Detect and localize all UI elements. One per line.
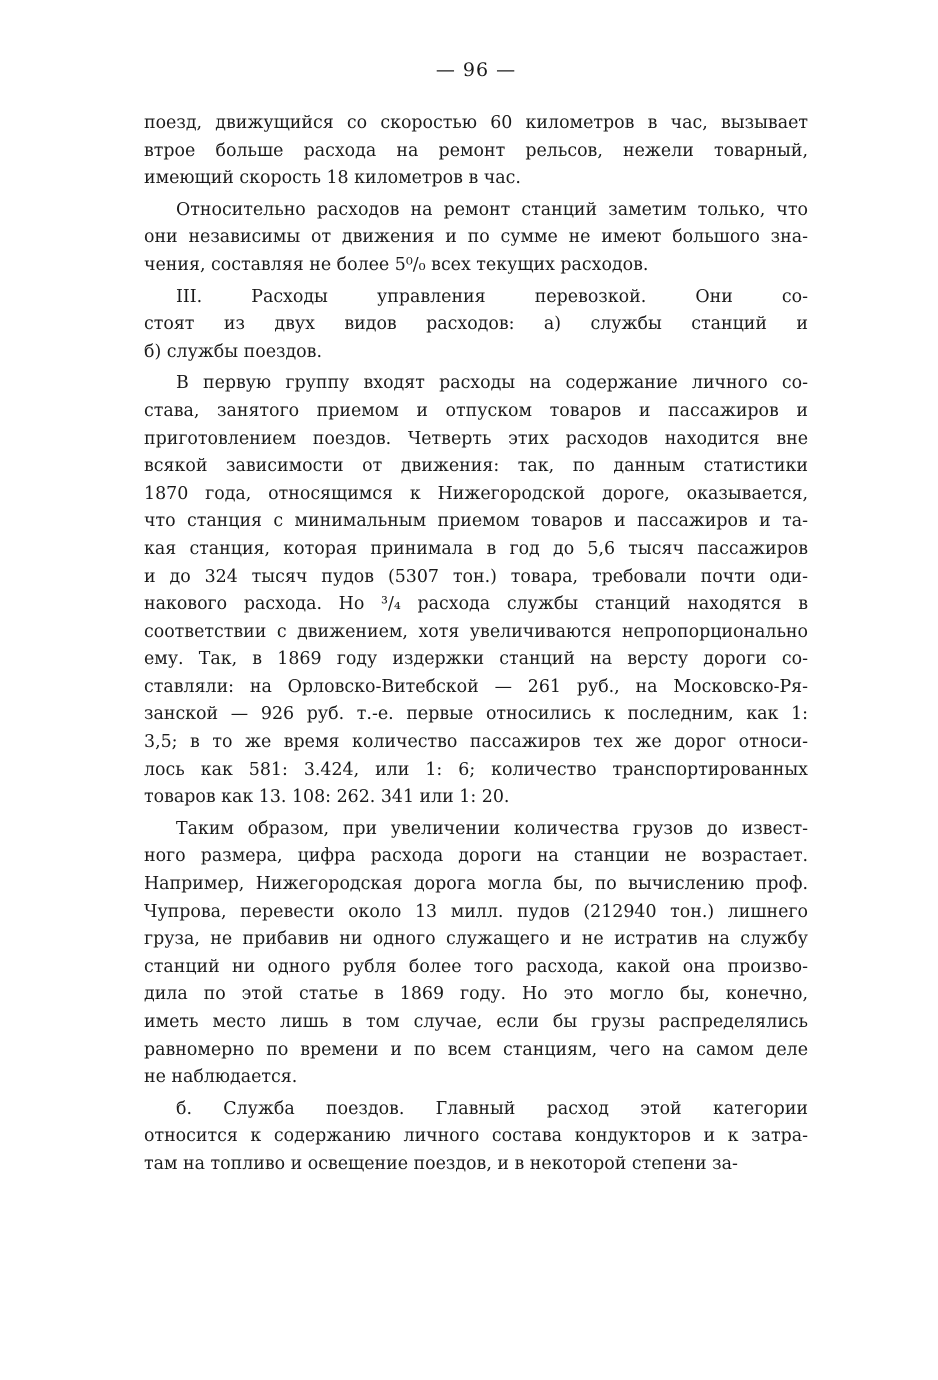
paragraph [144,1096,808,1179]
text-line: они независимы от движения и по сумме не имеют большого зна- [144,227,808,248]
paragraph [144,284,808,367]
text-line: ему. Так, в 1869 году издержки станций на версту дороги со- [144,649,808,670]
text-line: става, занятого приемом и отпуском товаров и пассажиров и [144,400,808,421]
text-line: б. Служба поездов. Главный расход этой категории [176,1098,808,1119]
paragraph [144,370,808,812]
text-line: иметь место лишь в том случае, если бы грузы распределялись [144,1012,808,1032]
text-line: кая станция, которая принимала в год до 5,6 тысяч пассажиров [144,538,808,559]
text-line: что станция с минимальным приемом товаров и пассажиров и та- [144,511,808,532]
page-number: — 96 — [435,59,517,81]
text-line: стоят из двух видов расходов: а) службы станций и [144,314,808,335]
text-line: имеющий скорость 18 километров в час. [144,168,521,189]
text-line: всякой зависимости от движения: так, по данным статистики [144,456,808,477]
text-line: Относительно расходов на ремонт станций заметим только, что [176,199,808,220]
text-line: не наблюдается. [144,1067,298,1088]
text-line: Чупрова, перевести около 13 милл. пудов (212940 тон.) лишнего [144,901,808,922]
text-line: накового расхода. Но ³/₄ расхода службы станций находятся в [144,594,808,615]
text-line: соответствии с движением, хотя увеличиваются непропорционально [144,621,808,642]
text-line: б) службы поездов. [144,341,322,362]
text-line: равномерно по времени и по всем станциям, чего на самом деле [144,1039,808,1060]
text-line: поезд, движущийся со скоростью 60 километров в час, вызывает [144,113,808,133]
paragraph [144,110,808,193]
text-line: станций ни одного рубля более того расхода, какой она произво- [144,956,808,977]
body-text [144,110,808,1179]
text-line: 3,5; в то же время количество пассажиров тех же дорог относи- [144,732,808,753]
text-line: товаров как 13. 108: 262. 341 или 1: 20. [144,787,510,808]
paragraph [144,816,808,1092]
text-line: занской — 926 руб. т.-е. первые относились к последним, как 1: [144,704,808,725]
text-line: приготовлением поездов. Четверть этих расходов находится вне [144,428,808,449]
text-line: относится к содержанию личного состава кондукторов и к затра- [144,1126,808,1147]
text-line: III. Расходы управления перевозкой. Они со- [176,286,808,307]
text-line: В первую группу входят расходы на содержание личного со- [176,373,808,394]
text-line: втрое больше расхода на ремонт рельсов, нежели товарный, [144,140,808,161]
text-line: лось как 581: 3.424, или 1: 6; количество транспортированных [144,759,808,780]
text-line: 1870 года, относящимся к Нижегородской дороге, оказывается, [144,483,808,504]
text-line: Например, Нижегородская дорога могла бы, по вычислению проф. [144,874,808,895]
text-line: Таким образом, при увеличении количества грузов до извест- [176,818,808,839]
text-line: там на топливо и освещение поездов, и в некоторой степени за- [144,1153,738,1174]
text-line: ного размера, цифра расхода дороги на станции не возрастает. [144,846,808,867]
text-line: чения, составляя не более 5⁰/₀ всех текущих расходов. [144,254,649,275]
paragraph [144,197,808,280]
text-line: и до 324 тысяч пудов (5307 тон.) товара, требовали почти оди- [144,566,808,587]
text-line: дила по этой статье в 1869 году. Но это могло бы, конечно, [144,984,808,1005]
text-line: ставляли: на Орловско-Витебской — 261 руб., на Московско-Ря- [144,676,808,697]
book-page [144,52,808,1183]
text-line: груза, не прибавив ни одного служащего и не истратив на службу [144,929,808,950]
